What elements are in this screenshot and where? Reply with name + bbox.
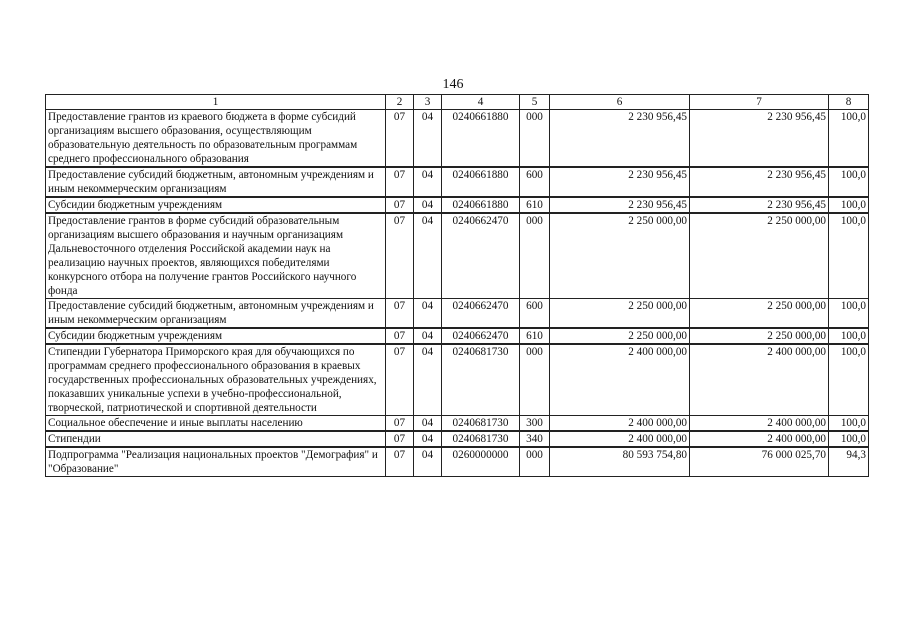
planned-amount: 2 230 956,45	[550, 110, 690, 168]
column-header: 6	[550, 95, 690, 110]
execution-percent: 100,0	[829, 299, 869, 329]
column-header: 8	[829, 95, 869, 110]
expense-type-code: 340	[520, 431, 550, 447]
section-code: 07	[386, 110, 414, 168]
expense-type-code: 300	[520, 416, 550, 432]
expense-type-code: 610	[520, 197, 550, 213]
budget-table	[45, 94, 869, 477]
target-article-code: 0240661880	[442, 110, 520, 168]
planned-amount: 2 400 000,00	[550, 416, 690, 432]
execution-percent: 100,0	[829, 328, 869, 344]
table-row	[46, 110, 869, 168]
subsection-code: 04	[414, 447, 442, 477]
subsection-code: 04	[414, 344, 442, 416]
planned-amount: 2 250 000,00	[550, 213, 690, 299]
section-code: 07	[386, 167, 414, 197]
header-row	[46, 95, 869, 110]
execution-percent: 100,0	[829, 110, 869, 168]
planned-amount: 2 400 000,00	[550, 344, 690, 416]
section-code: 07	[386, 299, 414, 329]
executed-amount: 2 400 000,00	[690, 416, 829, 432]
executed-amount: 2 230 956,45	[690, 110, 829, 168]
section-code: 07	[386, 328, 414, 344]
table-row	[46, 416, 869, 432]
executed-amount: 2 250 000,00	[690, 299, 829, 329]
execution-percent: 94,3	[829, 447, 869, 477]
subsection-code: 04	[414, 431, 442, 447]
row-description: Субсидии бюджетным учреждениям	[46, 197, 386, 213]
row-description: Предоставление грантов из краевого бюджета в форме субсидий организациям высшего образования, осуществляющим образовательную деятельность по образовательным программам среднего профессионального образования	[46, 110, 386, 168]
target-article-code: 0240662470	[442, 299, 520, 329]
table-row	[46, 431, 869, 447]
target-article-code: 0240662470	[442, 213, 520, 299]
column-header: 2	[386, 95, 414, 110]
execution-percent: 100,0	[829, 344, 869, 416]
row-description: Предоставление субсидий бюджетным, автономным учреждениям и иным некоммерческим организациям	[46, 299, 386, 329]
section-code: 07	[386, 213, 414, 299]
table-row	[46, 344, 869, 416]
planned-amount: 2 230 956,45	[550, 167, 690, 197]
target-article-code: 0240661880	[442, 197, 520, 213]
row-description: Стипендии	[46, 431, 386, 447]
column-header: 7	[690, 95, 829, 110]
column-header: 1	[46, 95, 386, 110]
planned-amount: 2 230 956,45	[550, 197, 690, 213]
table-row	[46, 447, 869, 477]
column-header: 5	[520, 95, 550, 110]
planned-amount: 2 400 000,00	[550, 431, 690, 447]
table-row	[46, 197, 869, 213]
column-header: 4	[442, 95, 520, 110]
executed-amount: 2 230 956,45	[690, 197, 829, 213]
planned-amount: 2 250 000,00	[550, 328, 690, 344]
subsection-code: 04	[414, 213, 442, 299]
execution-percent: 100,0	[829, 416, 869, 432]
expense-type-code: 000	[520, 213, 550, 299]
planned-amount: 2 250 000,00	[550, 299, 690, 329]
executed-amount: 2 250 000,00	[690, 213, 829, 299]
subsection-code: 04	[414, 416, 442, 432]
expense-type-code: 600	[520, 299, 550, 329]
execution-percent: 100,0	[829, 213, 869, 299]
subsection-code: 04	[414, 299, 442, 329]
expense-type-code: 000	[520, 447, 550, 477]
target-article-code: 0240662470	[442, 328, 520, 344]
execution-percent: 100,0	[829, 167, 869, 197]
table-row	[46, 167, 869, 197]
target-article-code: 0260000000	[442, 447, 520, 477]
executed-amount: 2 400 000,00	[690, 344, 829, 416]
executed-amount: 76 000 025,70	[690, 447, 829, 477]
subsection-code: 04	[414, 197, 442, 213]
execution-percent: 100,0	[829, 197, 869, 213]
execution-percent: 100,0	[829, 431, 869, 447]
target-article-code: 0240681730	[442, 416, 520, 432]
subsection-code: 04	[414, 167, 442, 197]
target-article-code: 0240661880	[442, 167, 520, 197]
target-article-code: 0240681730	[442, 431, 520, 447]
row-description: Социальное обеспечение и иные выплаты населению	[46, 416, 386, 432]
section-code: 07	[386, 431, 414, 447]
page-number: 146	[442, 77, 464, 92]
expense-type-code: 000	[520, 344, 550, 416]
expense-type-code: 600	[520, 167, 550, 197]
executed-amount: 2 400 000,00	[690, 431, 829, 447]
row-description: Субсидии бюджетным учреждениям	[46, 328, 386, 344]
executed-amount: 2 250 000,00	[690, 328, 829, 344]
expense-type-code: 000	[520, 110, 550, 168]
row-description: Подпрограмма "Реализация национальных проектов "Демография" и "Образование"	[46, 447, 386, 477]
table-row	[46, 328, 869, 344]
section-code: 07	[386, 447, 414, 477]
subsection-code: 04	[414, 110, 442, 168]
table-row	[46, 213, 869, 299]
section-code: 07	[386, 344, 414, 416]
row-description: Предоставление субсидий бюджетным, автономным учреждениям и иным некоммерческим организациям	[46, 167, 386, 197]
planned-amount: 80 593 754,80	[550, 447, 690, 477]
section-code: 07	[386, 197, 414, 213]
row-description: Стипендии Губернатора Приморского края для обучающихся по программам среднего профессионального образования в краевых государственных профессиональных образовательных учреждениях, показавших уникальные успехи в учебно-профессиональной, творческой, патриотической и спортивной деятельности	[46, 344, 386, 416]
executed-amount: 2 230 956,45	[690, 167, 829, 197]
table-row	[46, 299, 869, 329]
column-header: 3	[414, 95, 442, 110]
target-article-code: 0240681730	[442, 344, 520, 416]
subsection-code: 04	[414, 328, 442, 344]
expense-type-code: 610	[520, 328, 550, 344]
section-code: 07	[386, 416, 414, 432]
row-description: Предоставление грантов в форме субсидий образовательным организациям высшего образования и научным организациям Дальневосточного отделения Российской академии наук на реализацию научных проектов, являющихся победителями конкурсного отбора на получение грантов Российского научного фонда	[46, 213, 386, 299]
